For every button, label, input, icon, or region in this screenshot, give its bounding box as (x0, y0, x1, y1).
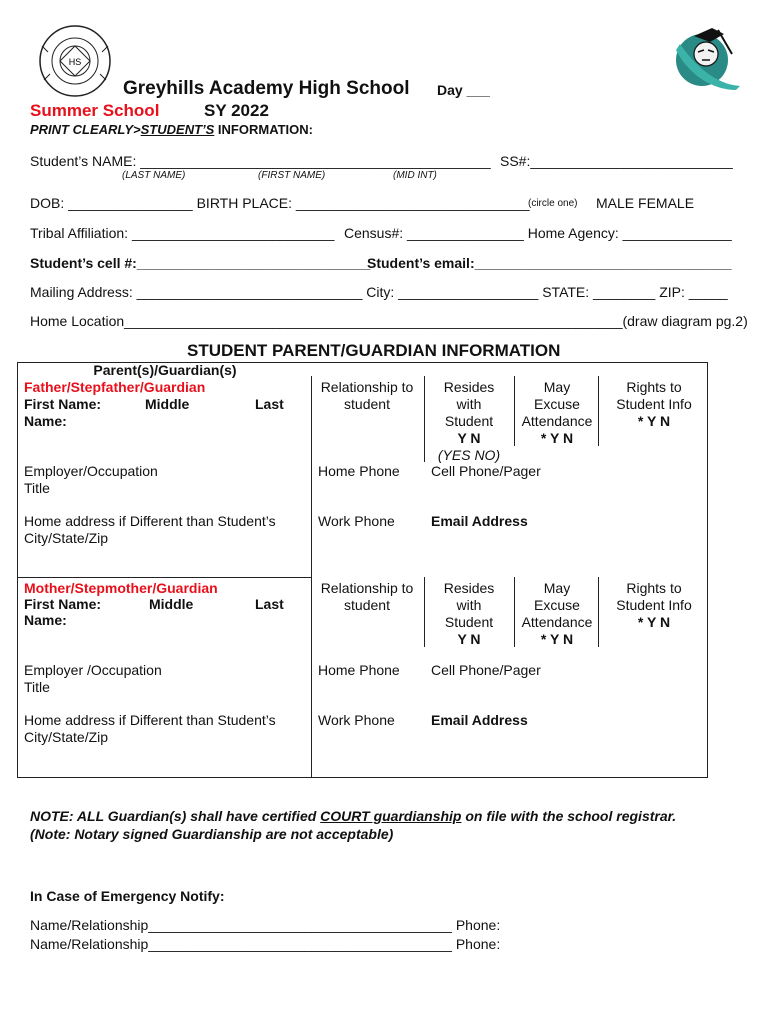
mother-resides-header: Resides with Student Y N (443, 580, 495, 647)
gender-options[interactable]: MALE FEMALE (596, 195, 695, 211)
school-year: SY 2022 (204, 101, 269, 120)
dob-birthplace-line[interactable]: DOB: ________________ BIRTH PLACE: ______________________________ (30, 195, 530, 211)
school-seal-logo (38, 24, 112, 98)
mascot-logo (664, 24, 744, 94)
home-location-line[interactable]: Home Location________________________________________________________________(draw diagram pg.2) (30, 313, 748, 329)
census-agency-line[interactable]: Census#: _______________ Home Agency: ______________ (344, 225, 732, 241)
father-name-label: Name: (24, 413, 67, 429)
last-name-sublabel: (LAST NAME) (122, 170, 186, 181)
mother-rights-header: Rights to Student Info * Y N (616, 580, 692, 630)
mother-guardian-label: Mother/Stepmother/Guardian (24, 580, 218, 596)
parents-guardians-header: Parent(s)/Guardian(s) (93, 362, 237, 378)
mother-excuse-header: May Excuse Attendance * Y N (521, 580, 593, 647)
print-clearly-heading: PRINT CLEARLY>STUDENT’S INFORMATION: (30, 122, 313, 137)
program-name: Summer School (30, 101, 160, 120)
mother-last-label: Last (255, 596, 284, 612)
mother-employer-label: Employer /Occupation Title (24, 662, 162, 695)
emergency-title: In Case of Emergency Notify: (30, 888, 225, 904)
tribal-affiliation-line[interactable]: Tribal Affiliation: __________________________ (30, 225, 335, 241)
mother-relationship-header: Relationship to student (320, 580, 414, 613)
mother-work-phone-label: Work Phone (318, 712, 395, 728)
father-home-phone-label: Home Phone (318, 463, 400, 479)
father-excuse-header: May Excuse Attendance * Y N (521, 379, 593, 446)
mother-home-address-label: Home address if Different than Student’s City/State/Zip (24, 712, 276, 745)
mother-name-label: Name: (24, 612, 67, 628)
mother-home-phone-label: Home Phone (318, 662, 400, 678)
school-name: Greyhills Academy High School (123, 78, 410, 99)
father-relationship-header: Relationship to student (320, 379, 414, 412)
mother-email-label: Email Address (431, 712, 528, 728)
notary-note: (Note: Notary signed Guardianship are not acceptable) (30, 826, 394, 842)
student-cell-line[interactable]: Student’s cell #:______________________________ (30, 255, 371, 271)
student-name-line[interactable]: Student’s NAME: _____________________________________________ (30, 153, 491, 169)
ss-number-line[interactable]: SS#:__________________________ (500, 153, 733, 169)
father-email-label: Email Address (431, 513, 528, 529)
father-cell-phone-label: Cell Phone/Pager (431, 463, 541, 479)
first-name-sublabel: (FIRST NAME) (258, 170, 326, 181)
father-last-label: Last (255, 396, 284, 412)
circle-one-hint: (circle one) (528, 198, 578, 209)
mid-int-sublabel: (MID INT) (393, 170, 437, 181)
father-employer-label: Employer/Occupation Title (24, 463, 158, 496)
father-home-address-label: Home address if Different than Student’s City/State/Zip (24, 513, 276, 546)
father-first-name-label: First Name: (24, 396, 102, 412)
father-guardian-label: Father/Stepfather/Guardian (24, 379, 206, 395)
mailing-address-line[interactable]: Mailing Address: _____________________________ City: __________________ STATE: ________ ZIP: _____ (30, 284, 728, 300)
student-email-line[interactable]: Student’s email:_________________________________ (367, 255, 732, 271)
guardian-section-title: STUDENT PARENT/GUARDIAN INFORMATION (187, 341, 561, 360)
father-work-phone-label: Work Phone (318, 513, 395, 529)
mother-cell-phone-label: Cell Phone/Pager (431, 662, 541, 678)
mother-middle-label: Middle (149, 596, 194, 612)
father-resides-header: Resides with Student Y N (YES NO) (437, 379, 501, 463)
father-rights-header: Rights to Student Info * Y N (616, 379, 692, 429)
mother-first-name-label: First Name: (24, 596, 102, 612)
father-middle-label: Middle (145, 396, 190, 412)
emergency-contact-2[interactable]: Name/Relationship_______________________________________ Phone: (30, 936, 501, 952)
emergency-contact-1[interactable]: Name/Relationship_______________________________________ Phone: (30, 917, 501, 933)
day-label: Day ___ (437, 82, 490, 98)
svg-text:HS: HS (68, 57, 82, 67)
court-guardianship-note: NOTE: ALL Guardian(s) shall have certified COURT guardianship on file with the school registrar. (30, 808, 677, 824)
